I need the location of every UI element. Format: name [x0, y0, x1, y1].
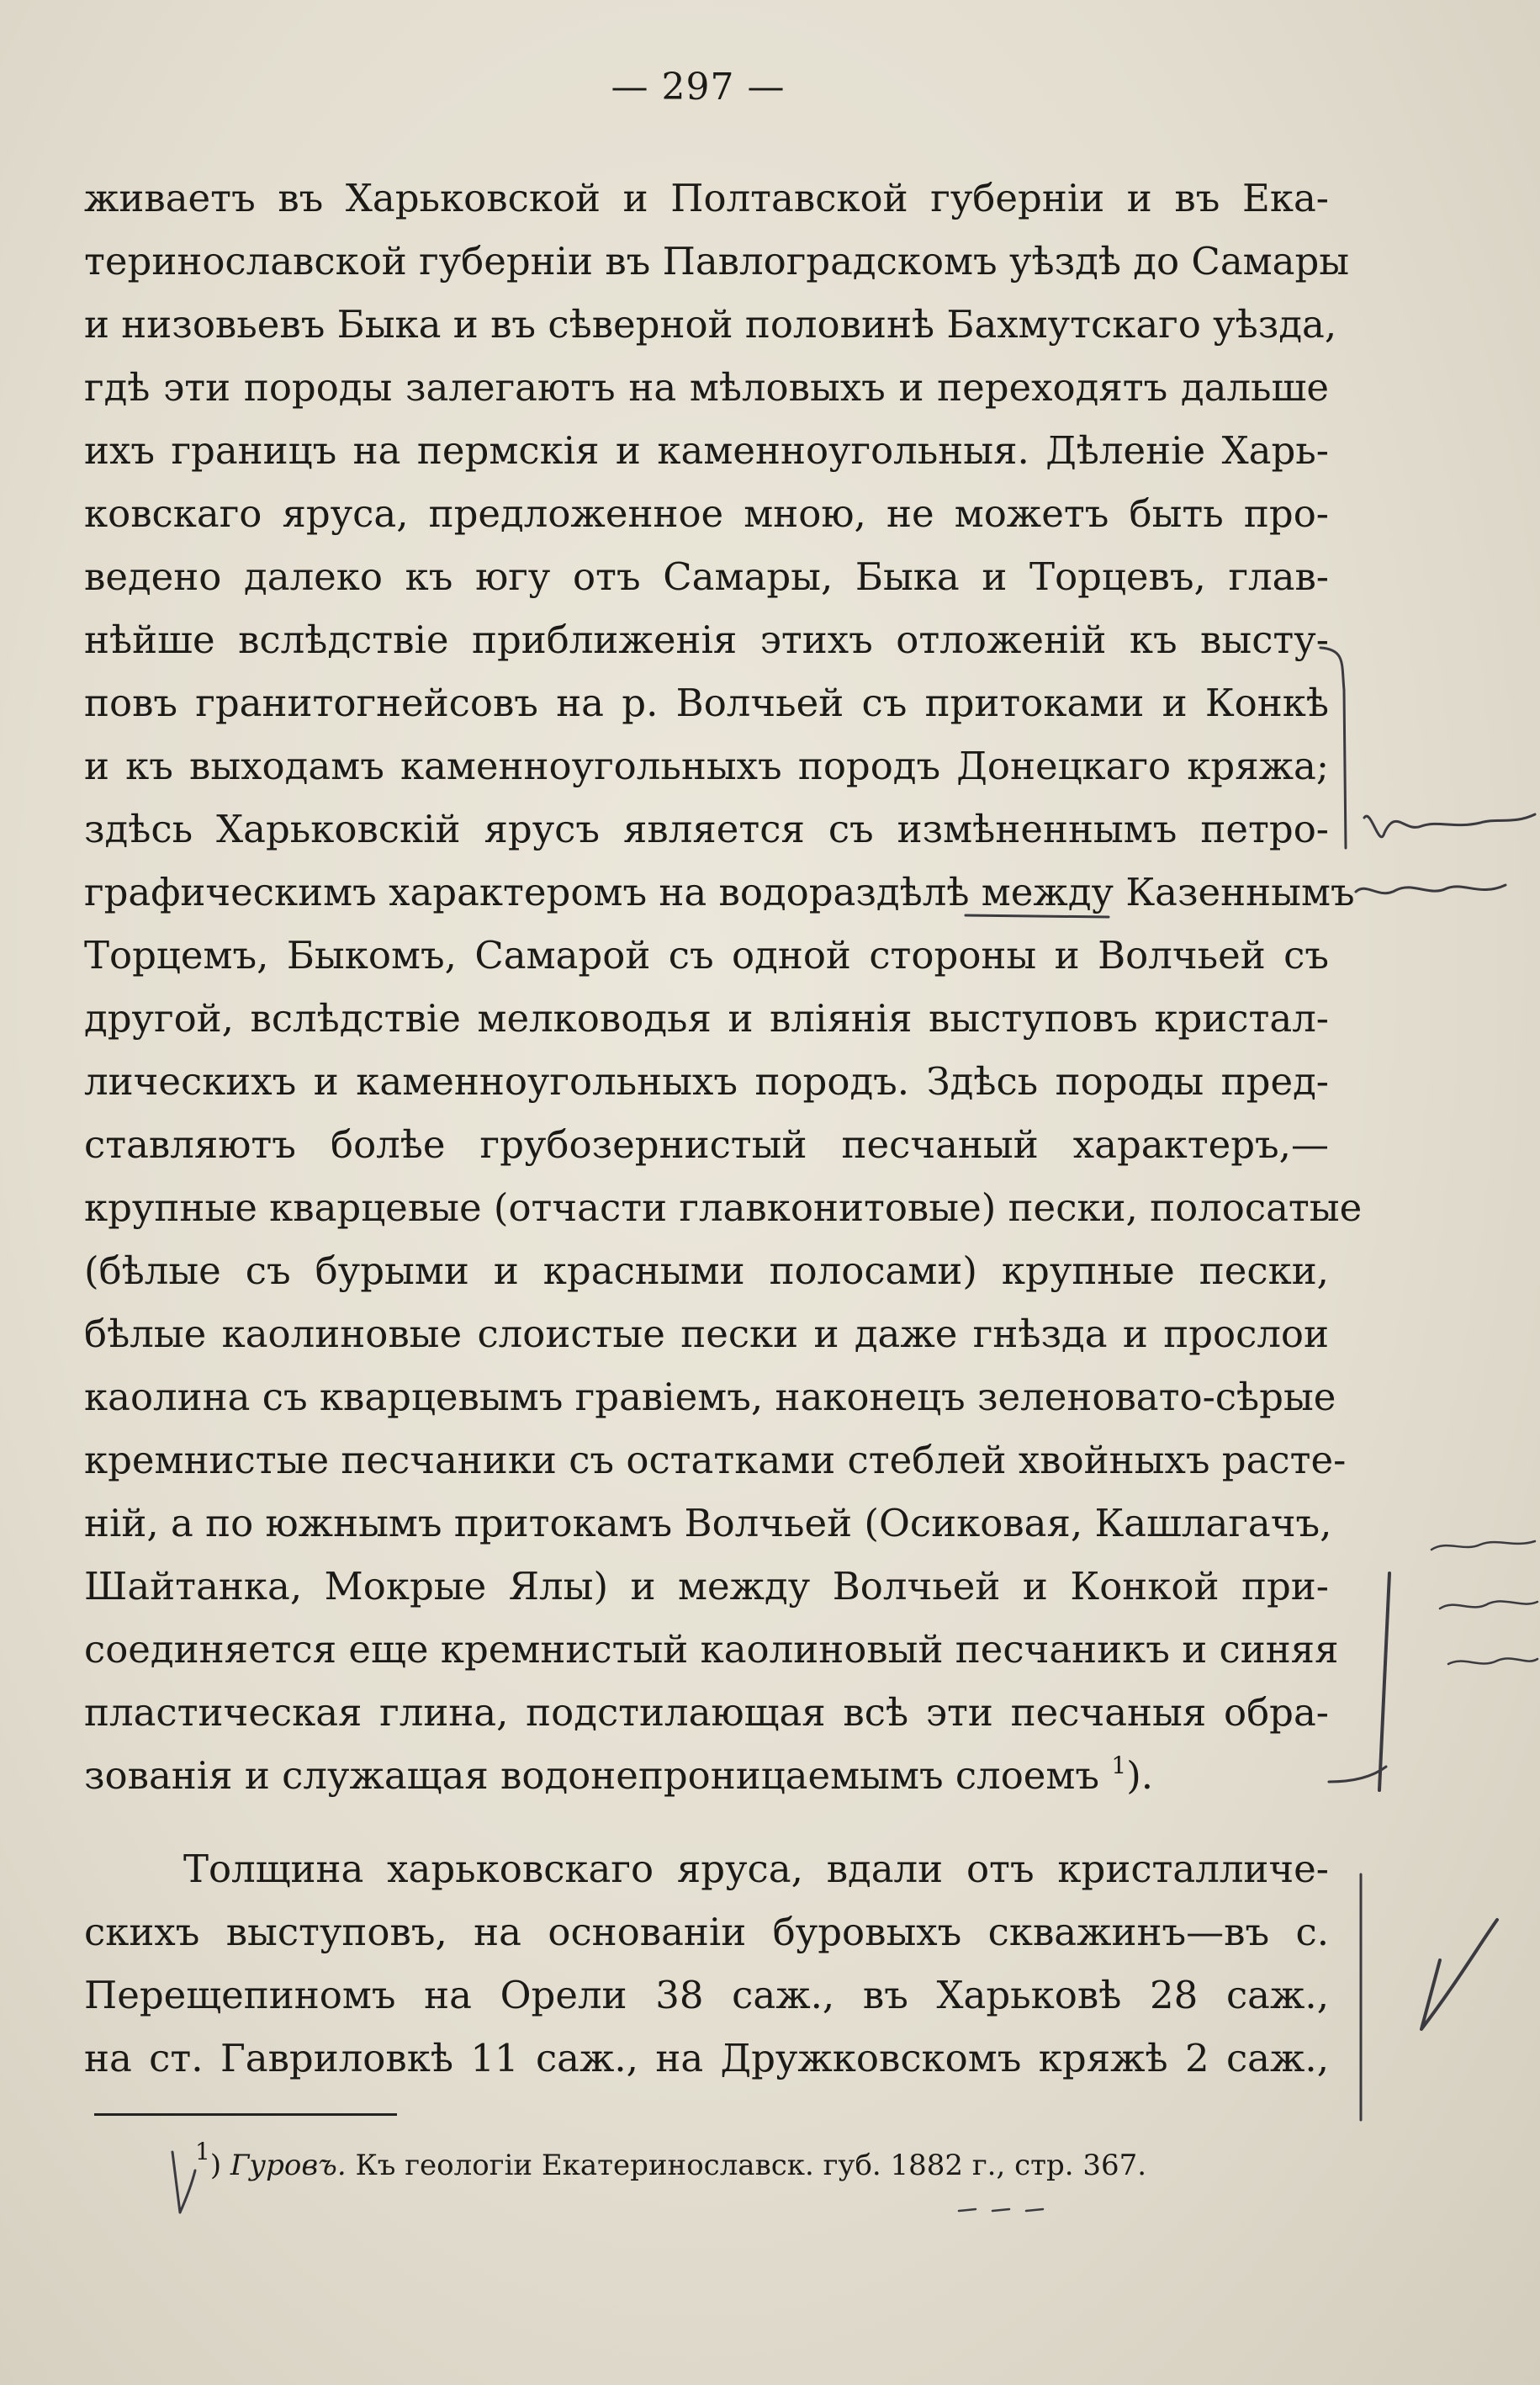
text-line: повъ гранитогнейсовъ на р. Волчьей съ притоками и Конкѣ [84, 681, 1329, 725]
pencil-margin-tick-lower [1329, 1767, 1386, 1782]
paragraph-gap [84, 1807, 1329, 1837]
text-line: Шайтанка, Мокрые Ялы) и между Волчьей и Конкой при- [84, 1564, 1329, 1609]
text-line: и низовьевъ Быка и въ сѣверной половинѣ Бахмутскаго уѣзда, [84, 302, 1337, 347]
footnote-marker: 1 [195, 2138, 210, 2165]
footnote-text: Къ геологіи Екатеринославск. губ. 1882 г., стр. 367. [355, 2149, 1147, 2182]
footnote: $^1$) Гуровъ. Къ геологіи Екатеринославск. губ. 1882 г., стр. 367. [195, 2138, 1147, 2182]
footnote-reference[interactable]: 1 [1111, 1752, 1127, 1779]
text-line: ведено далеко къ югу отъ Самары, Быка и Торцевъ, глав- [84, 554, 1329, 599]
text-line: и къ выходамъ каменноугольныхъ породъ Донецкаго кряжа; [84, 744, 1329, 788]
pencil-margin-scribble-1 [1364, 814, 1535, 837]
pencil-footnote-dots [959, 2209, 1043, 2211]
pencil-margin-scribble-5 [1448, 1658, 1537, 1664]
text-line: графическимъ характеромъ на водораздѣлѣ между Казеннымъ [84, 870, 1355, 914]
pencil-check-mark [1421, 1920, 1497, 2029]
text-line: живаетъ въ Харьковской и Полтавской губерніи и въ Ека- [84, 176, 1329, 220]
text-line: другой, вслѣдствіе мелководья и вліянія выступовъ кристал- [84, 996, 1329, 1041]
page-number: — 297 — [611, 66, 786, 109]
footnote-author: Гуровъ. [230, 2149, 347, 2182]
paragraph-2 [84, 1837, 1329, 2090]
text-line: крупные кварцевые (отчасти главконитовые) пески, полосатые [84, 1185, 1363, 1230]
text-line: бѣлые каолиновые слоистые пески и даже гнѣзда и прослои [84, 1312, 1329, 1356]
text-line: нѣйше вслѣдствіе приближенія этихъ отложеній къ высту- [84, 617, 1329, 662]
footnote-divider [94, 2113, 397, 2116]
text-line: ставляютъ болѣе грубозернистый песчаный характеръ,— [84, 1122, 1329, 1167]
text-line: ихъ границъ на пермскія и каменноугольныя. Дѣленіе Харь- [84, 428, 1329, 473]
text-line: здѣсь Харьковскій ярусъ является съ измѣненнымъ петро- [84, 807, 1329, 851]
text-line: кремнистые песчаники съ остатками стеблей хвойныхъ расте- [84, 1438, 1347, 1482]
text-line: лическихъ и каменноугольныхъ породъ. Здѣсь породы пред- [84, 1059, 1329, 1104]
paragraph-1 [84, 167, 1363, 1807]
body-text [84, 167, 1363, 2090]
text-line-content: зованія и служащая водонепроницаемымъ слоемъ [84, 1753, 1100, 1798]
text-line: на ст. Гавриловкѣ 11 саж., на Дружковскомъ кряжѣ 2 саж., [84, 2036, 1329, 2080]
text-line: (бѣлые съ бурыми и красными полосами) крупные пески, [84, 1248, 1329, 1293]
text-line: гдѣ эти породы залегаютъ на мѣловыхъ и переходятъ дальше [84, 365, 1329, 410]
closing-punctuation: ). [1126, 1753, 1154, 1798]
pencil-margin-scribble-2 [1356, 885, 1506, 893]
pencil-footnote-mark [172, 2152, 195, 2213]
text-line: ній, а по южнымъ притокамъ Волчьей (Осиковая, Кашлагачъ, [84, 1501, 1332, 1545]
text-line-last [84, 1744, 1329, 1807]
text-line: теринославской губерніи въ Павлоградскомъ уѣздѣ до Самары [84, 239, 1350, 284]
text-line: ковскаго яруса, предложенное мною, не можетъ быть про- [84, 491, 1329, 536]
text-line: Торцемъ, Быкомъ, Самарой съ одной стороны и Волчьей съ [84, 933, 1329, 978]
pencil-margin-scribble-3 [1432, 1541, 1535, 1550]
text-line: Перещепиномъ на Орели 38 саж., въ Харьковѣ 28 саж., [84, 1973, 1329, 2017]
text-line: пластическая глина, подстилающая всѣ эти песчаныя обра- [84, 1690, 1329, 1735]
text-line: скихъ выступовъ, на основаніи буровыхъ скважинъ—въ с. [84, 1910, 1329, 1954]
text-line: каолина съ кварцевымъ гравіемъ, наконецъ зеленовато-сѣрые [84, 1375, 1336, 1419]
text-line: соединяется еще кремнистый каолиновый песчаникъ и синяя [84, 1627, 1339, 1672]
pencil-margin-scribble-4 [1440, 1601, 1537, 1609]
text-line: Толщина харьковскаго яруса, вдали отъ кристалличе- [183, 1847, 1329, 1891]
pencil-margin-bracket-lower [1379, 1573, 1389, 1790]
